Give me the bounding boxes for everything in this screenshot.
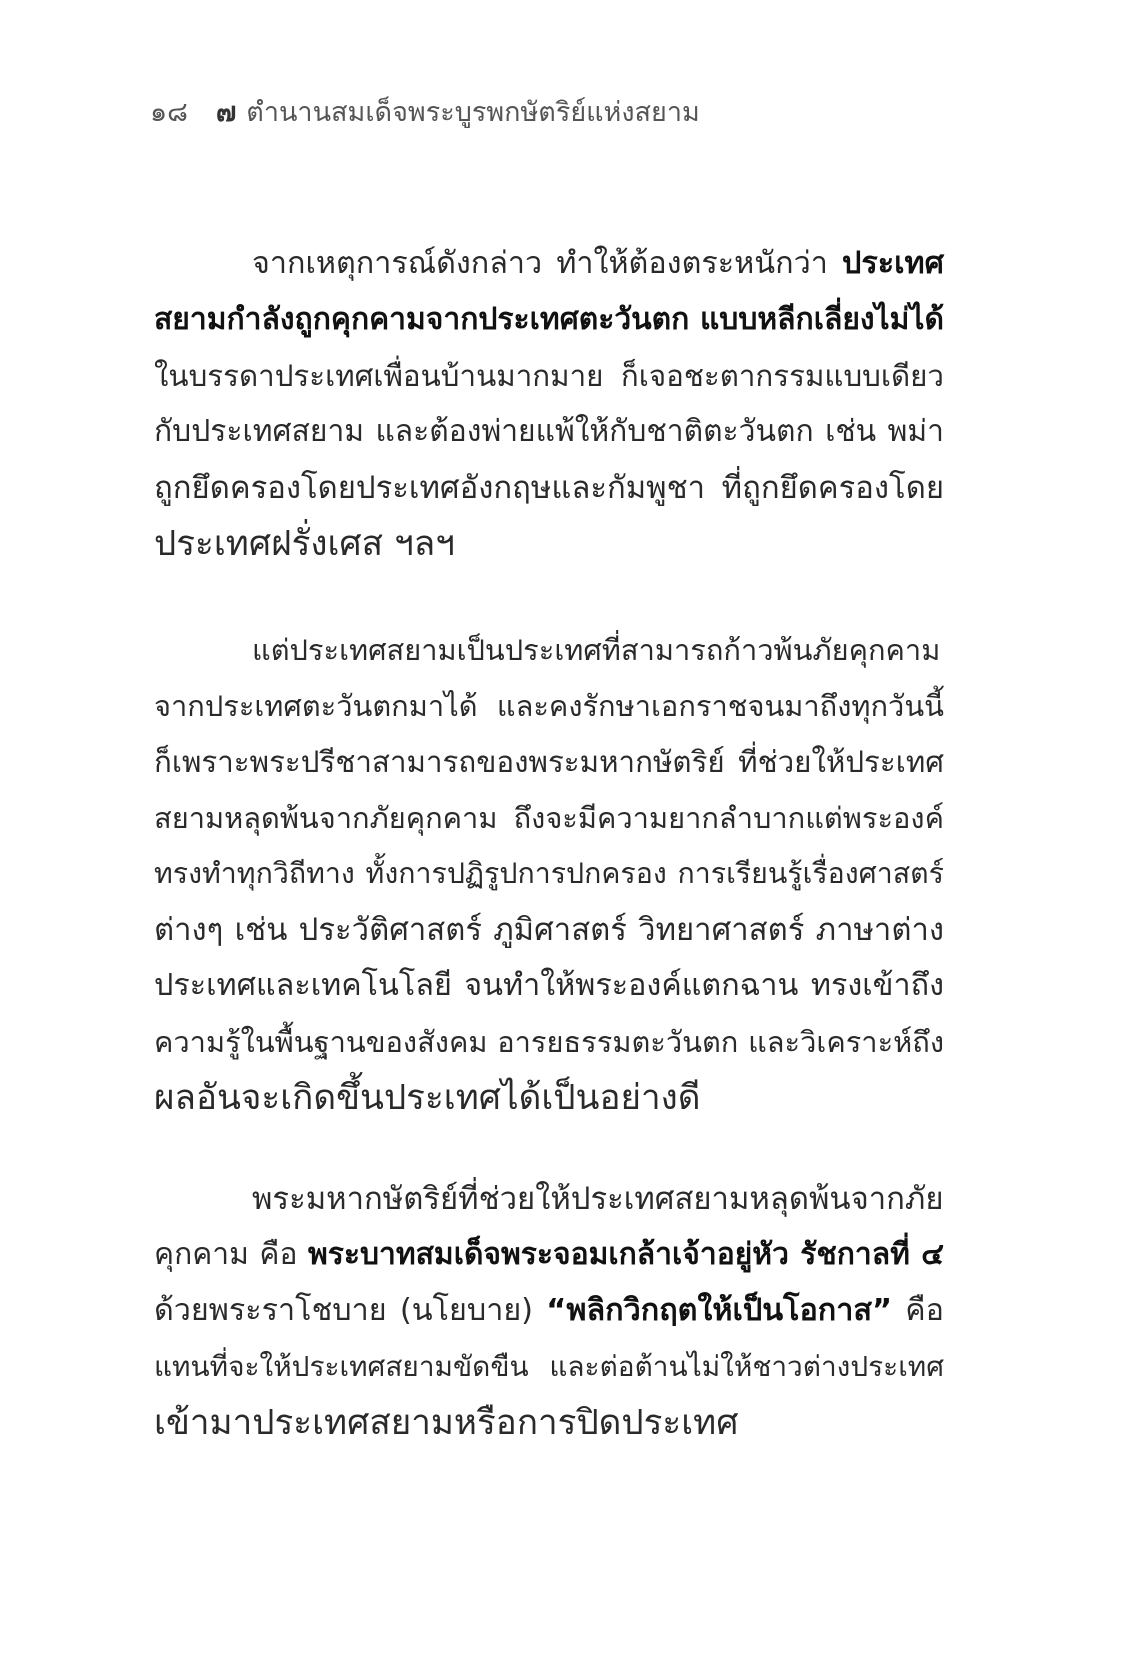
text-run: จากเหตุการณ์ดังกล่าว ทำให้ต้องตระหนักว่า <box>252 246 842 281</box>
text-run: คือ <box>892 1293 944 1328</box>
text-line: ผลอันจะเกิดขึ้นประเทศได้เป็นอย่างดี <box>154 1078 701 1118</box>
text-line: แต่ประเทศสยามเป็นประเทศที่สามารถก้าวพ้นภัยคุกคาม <box>252 633 941 667</box>
text-line <box>154 236 944 292</box>
chapter-number: ๗ <box>215 97 237 128</box>
bold-text-run: ประเทศ <box>841 246 944 281</box>
paragraph-1 <box>154 236 944 572</box>
bold-text-run: “พลิกวิกฤตให้เป็นโอกาส” <box>546 1293 893 1328</box>
text-line: เข้ามาประเทศสยามหรือการปิดประเทศ <box>154 1403 739 1443</box>
running-header <box>150 90 700 133</box>
text-line: สยามหลุดพ้นจากภัยคุกคาม ถึงจะมีความยากลำบากแต่พระองค์ <box>154 801 944 835</box>
bold-text-run: พระบาทสมเด็จพระจอมเกล้าเจ้าอยู่หัว รัชกาลที่ ๔ <box>307 1237 944 1272</box>
text-line: กับประเทศสยาม และต้องพ่ายแพ้ให้กับชาติตะวันตก เช่น พม่า <box>154 414 944 449</box>
text-line <box>154 1283 944 1339</box>
paragraph-2 <box>154 622 944 1126</box>
text-line: พระมหากษัตริย์ที่ช่วยให้ประเทศสยามหลุดพ้นจากภัย <box>252 1181 944 1217</box>
text-line: ทรงทำทุกวิถีทาง ทั้งการปฏิรูปการปกครอง การเรียนรู้เรื่องศาสตร์ <box>154 857 944 890</box>
text-line: ความรู้ในพื้นฐานของสังคม อารยธรรมตะวันตก และวิเคราะห์ถึง <box>154 1025 944 1059</box>
page-number: ๑๘ <box>150 97 188 128</box>
text-line: ประเทศและเทคโนโลยี จนทำให้พระองค์แตกฉาน ทรงเข้าถึง <box>154 968 944 1003</box>
text-line: ก็เพราะพระปรีชาสามารถของพระมหากษัตริย์ ที่ช่วยให้ประเทศ <box>154 745 944 779</box>
text-line: ต่างๆ เช่น ประวัติศาสตร์ ภูมิศาสตร์ วิทยาศาสตร์ ภาษาต่าง <box>154 912 944 948</box>
text-line: ถูกยึดครองโดยประเทศอังกฤษและกัมพูชา ที่ถูกยึดครองโดย <box>154 470 944 506</box>
text-line: จากประเทศตะวันตกมาได้ และคงรักษาเอกราชจนมาถึงทุกวันนี้ <box>154 689 944 723</box>
text-run: คุกคาม คือ <box>154 1237 308 1272</box>
text-run: ด้วยพระราโชบาย (นโยบาย) <box>154 1293 547 1328</box>
text-line <box>154 1227 944 1283</box>
paragraph-3 <box>154 1171 944 1451</box>
text-line: ประเทศฝรั่งเศส ฯลฯ <box>154 524 455 564</box>
book-title: ตำนานสมเด็จพระบูรพกษัตริย์แห่งสยาม <box>246 97 700 128</box>
text-line: แทนที่จะให้ประเทศสยามขัดขืน และต่อต้านไม่ให้ชาวต่างประเทศ <box>154 1350 944 1383</box>
text-line: สยามกำลังถูกคุกคามจากประเทศตะวันตก แบบหลีกเลี่ยงไม่ได้ <box>154 302 944 337</box>
text-line: ในบรรดาประเทศเพื่อนบ้านมากมาย ก็เจอชะตากรรมแบบเดียว <box>154 359 944 393</box>
